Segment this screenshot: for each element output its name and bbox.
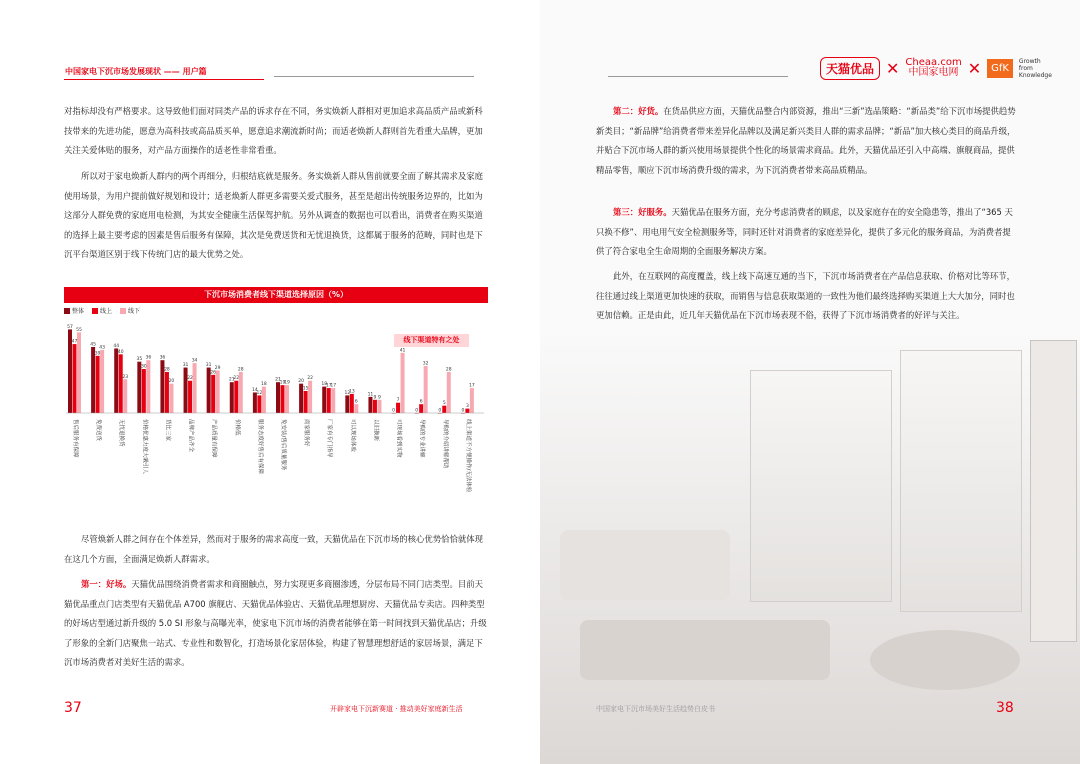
bar-整体-13 (368, 397, 372, 413)
category-label: 导购的专业讲解 (418, 419, 425, 458)
bar-value-label: 30 (140, 364, 147, 370)
bar-线上-2 (119, 354, 123, 413)
paragraph-6-body: 天猫优品在服务方面，充分考虑消费者的顾虑，以及家庭存在的安全隐患等，推出了“365 天只换不修”、用电用气安全检测服务等，同时还针对消费者的家庭差异化，提供了多元化的服务商品，为消费者提供了符合家电全生命周期的全面服务解决方案。 (596, 207, 1013, 256)
bar-value-label: 9 (373, 395, 377, 401)
bar-value-label: 12 (344, 390, 351, 396)
legend-swatch-total (64, 308, 70, 314)
bar-整体-1 (91, 347, 95, 413)
bar-value-label: 5 (442, 401, 446, 407)
bar-value-label: 28 (445, 367, 452, 373)
category-label: 导购的介绍讲解帮助 (441, 419, 448, 469)
footer-right: 中国家电下沉市场美好生活趋势白皮书 (596, 705, 715, 713)
bar-线上-4 (165, 372, 169, 413)
bar-value-label: 41 (399, 348, 406, 354)
bar-线上-14 (396, 403, 400, 413)
category-label: 价格优惠力度大吸引人 (141, 419, 148, 475)
bar-value-label: 36 (145, 355, 152, 361)
bar-线下-13 (377, 400, 381, 413)
header-rule-gray (274, 76, 474, 77)
bar-线下-11 (331, 388, 335, 413)
bar-value-label: 20 (168, 379, 175, 385)
bar-线上-7 (234, 381, 238, 413)
category-label: 以旧换新 (372, 419, 379, 442)
bar-线下-9 (285, 385, 289, 413)
bar-value-label: 19 (284, 380, 290, 386)
category-label: 货比三家 (164, 419, 171, 442)
bar-value-label: 19 (279, 380, 286, 386)
paragraph-3: 尽管焕新人群之间存在个体差异，然而对于服务的需求高度一致，天猫优品在下沉市场的核心优势恰恰就体现在这几个方面，全面满足焕新人群需求。 (64, 534, 483, 564)
bar-线下-3 (146, 360, 150, 413)
bar-线上-9 (281, 385, 285, 413)
chart-plot (64, 315, 488, 520)
bar-value-label: 9 (378, 395, 381, 401)
bar-线上-10 (304, 391, 308, 413)
tv-cabinet (580, 620, 830, 680)
bar-线下-16 (447, 372, 451, 413)
bar-线下-8 (262, 387, 266, 413)
bar-value-label: 39 (94, 351, 101, 357)
bar-value-label: 6 (354, 399, 358, 405)
cheaa-logo: Cheaa.com 中国家电网 (905, 57, 962, 78)
bar-整体-12 (345, 395, 349, 413)
room-photo (540, 330, 1080, 764)
chart-legend (64, 306, 140, 315)
bar-value-label: 28 (237, 367, 244, 373)
bar-线下-0 (77, 332, 81, 413)
bar-value-label: 0 (415, 408, 419, 414)
bar-线上-0 (73, 344, 77, 413)
category-label: 商家服务好 (303, 419, 310, 447)
category-label: 品牌产品齐全 (187, 419, 194, 453)
bar-value-label: 15 (302, 386, 309, 392)
bar-value-label: 6 (419, 399, 423, 405)
bar-value-label: 3 (465, 404, 469, 410)
bar-线下-6 (216, 370, 220, 413)
bar-value-label: 57 (67, 324, 73, 330)
gfk-tagline: Growth from Knowledge (1018, 57, 1052, 79)
bar-value-label: 28 (164, 367, 170, 373)
bar-value-label: 20 (298, 379, 304, 385)
header-rule-red (64, 79, 264, 80)
bar-线上-12 (350, 394, 354, 413)
paragraph-4 (64, 575, 488, 673)
category-label: 服务态度好售后有保障 (256, 419, 263, 475)
category-label: 可以现场体验 (349, 419, 356, 453)
bar-value-label: 0 (392, 408, 395, 414)
bar-value-label: 22 (233, 376, 240, 382)
coffee-table (870, 630, 1020, 690)
category-label: 厂家有专门指导 (326, 419, 333, 458)
bar-value-label: 17 (469, 383, 475, 389)
header-rule-gray (608, 76, 788, 77)
bar-线下-14 (401, 353, 405, 413)
category-label: 免安装/售后质量服务 (280, 419, 286, 471)
cross-icon: ✕ (967, 58, 982, 78)
bar-value-label: 18 (321, 382, 328, 388)
bar-线下-17 (470, 388, 474, 413)
bar-value-label: 45 (90, 342, 96, 348)
gfk-logo: GfK (987, 59, 1013, 78)
paragraph-5 (596, 102, 1016, 180)
bar-整体-5 (184, 368, 188, 413)
paragraph-6-lead: 第三：好服务。 (613, 207, 672, 217)
bar-value-label: 21 (228, 377, 235, 383)
paragraph-1: 对指标却没有严格要求。这导致他们面对同类产品的诉求存在不同，务实焕新人群相对更加追求高品质产品或新科技带来的先进功能，愿意为高科技或高品质买单，愿意追求潮流新时尚；而适老焕新人群则首先看重大品牌，更加关注关爱体贴的服务，对产品方面操作的适老性非常看重。 (64, 106, 483, 155)
bar-value-label: 29 (214, 365, 221, 371)
bar-整体-9 (276, 382, 280, 413)
category-label: 售后服务有保障 (72, 419, 78, 458)
bar-value-label: 23 (122, 374, 129, 380)
bar-value-label: 14 (252, 387, 258, 393)
bar-线上-1 (96, 356, 100, 413)
footer-left: 开辟家电下沉新赛道 · 推动美好家庭新生活 (330, 705, 463, 713)
bar-value-label: 34 (191, 358, 198, 364)
bar-value-label: 17 (325, 383, 332, 389)
bar-value-label: 40 (117, 349, 124, 355)
paragraph-5-body: 在货品供应方面，天猫优品整合内部资源，推出“三新”选品策略：“新品类”给下沉市场提供趋势新类目；“新品牌”给消费者带来差异化品牌以及满足新兴类目人群的需求品牌；“新品”加大核心类目的商品升级，并贴合下沉市场人群的新兴使用场景提供个性化的场景需求商品。此外，天猫优品还引入中高端、旗舰商品，提供精品零售，顺应下沉市场消费升级的需求，为下沉消费者带来高品质精品。 (596, 106, 1016, 175)
category-label: 线上渠道不方便操作/无法体验 (464, 419, 471, 493)
bar-value-label: 0 (461, 408, 465, 414)
category-label: 产品质量有保障 (210, 419, 217, 458)
sofa (560, 530, 730, 600)
bar-整体-2 (114, 348, 118, 413)
bar-线上-17 (465, 409, 469, 413)
category-label: 免费送货 (95, 419, 102, 442)
page-number-right: 38 (996, 700, 1014, 716)
legend-swatch-offline (120, 308, 126, 314)
bar-value-label: 0 (438, 408, 442, 414)
bar-线下-4 (169, 384, 173, 413)
right-page (540, 0, 1080, 764)
bar-线上-13 (373, 400, 377, 413)
chart-title: 下沉市场消费者线下渠道选择原因（%） (64, 287, 488, 303)
bar-整体-11 (322, 387, 326, 413)
bar-value-label: 32 (422, 361, 429, 367)
bar-整体-7 (230, 382, 234, 413)
bar-value-label: 55 (76, 327, 82, 333)
paragraph-7: 此外，在互联网的高度覆盖，线上线下高速互通的当下，下沉市场消费者在产品信息获取、价格对比等环节，往往通过线上渠道更加快速的获取，而销售与信息获取渠道的一致性为他们最终选择购买渠道上大大加分，同时也更加信赖。正是由此，近几年天猫优品在下沉市场表现不俗，获得了下沉市场消费者的好评与关注。 (596, 271, 1015, 320)
bar-线上-6 (211, 375, 215, 413)
bar-value-label: 7 (396, 398, 400, 404)
bar-value-label: 22 (307, 376, 313, 382)
bar-value-label: 26 (210, 370, 217, 376)
paragraph-5-lead: 第二：好货。 (613, 106, 664, 116)
bar-线上-11 (327, 388, 331, 413)
bar-线上-5 (188, 381, 192, 413)
bar-value-label: 47 (71, 339, 78, 345)
bar-线下-5 (193, 363, 197, 413)
bar-线下-15 (424, 366, 428, 413)
chart-note: 线下渠道特有之处 (394, 334, 469, 347)
paragraph-4-body: 天猫优品围绕消费者需求和商圈触点，努力实现更多商圈渗透，分层布局不同门店类型。目前天猫优品重点门店类型有天猫优品 A700 旗舰店、天猫优品体验店、天猫优品理想厨房、天猫优品专卖店。四种类型的好场店型通过新升级的 5.0 SI 形象与高曝光率，使家电下沉市场的消费者能够在第一时间找到天猫优品店；升级了形象的全新门店聚焦一站式、专业性和数智化，打造场景化家居体验，构建了智慧理想舒适的家居场景，满足下沉市场消费者对美好生活的需求。 (64, 579, 487, 667)
cross-icon: ✕ (886, 58, 900, 78)
bar-线下-7 (239, 372, 243, 413)
window (900, 350, 1022, 612)
bar-value-label: 12 (256, 390, 263, 396)
paragraph-2: 所以对于家电焕新人群内的两个再细分，归根结底就是服务。务实焕新人群从售前就要全面了解其需求及家庭使用场景，为用户提前做好规划和设计；适老焕新人群更多需要关爱式服务，甚至是超出传统服务边界的，比如为这部分人群免费的家庭用电检测，为其安全健康生活保驾护航。另外从调查的数据也可以看出，消费者在购买渠道的选择上最主要考虑的因素是售后服务有保障，其次是免费送货和无忧退换货，这都属于服务的范畴，同时也是下沉平台渠道区别于线下传统门店的最大优势之处。 (64, 171, 483, 259)
bar-线上-15 (419, 404, 423, 413)
bar-value-label: 13 (348, 389, 355, 395)
bar-chart (64, 287, 488, 520)
category-label: 价格低 (233, 419, 240, 436)
category-label: 可现场看到实物 (395, 419, 402, 458)
bar-value-label: 44 (113, 343, 120, 349)
bar-线下-12 (354, 404, 358, 413)
bar-value-label: 36 (159, 355, 166, 361)
legend-item-online: 线上 (92, 306, 112, 315)
logo-bar (820, 55, 1053, 81)
shelf (1030, 340, 1077, 642)
page-number-left: 37 (64, 700, 82, 716)
bar-线上-16 (442, 406, 446, 413)
bar-线下-1 (100, 350, 104, 413)
legend-swatch-online (92, 308, 98, 314)
bar-value-label: 43 (99, 345, 105, 351)
bar-value-label: 35 (136, 357, 143, 363)
window (750, 370, 892, 602)
bar-线上-3 (142, 369, 146, 413)
paragraph-6 (596, 203, 1016, 262)
header-title: 中国家电下沉市场发展现状 —— 用户篇 (65, 67, 207, 76)
tmall-logo: 天猫优品 (820, 57, 880, 80)
legend-item-offline: 线下 (120, 306, 140, 315)
bar-value-label: 11 (367, 392, 374, 398)
bar-value-label: 31 (205, 363, 212, 369)
bar-value-label: 18 (261, 382, 267, 388)
paragraph-4-lead: 第一：好场。 (81, 579, 132, 589)
bar-线上-8 (257, 395, 261, 413)
bar-value-label: 17 (330, 383, 337, 389)
category-label: 无忧退换货 (118, 419, 125, 447)
bar-value-label: 22 (187, 376, 193, 382)
bar-线下-2 (123, 379, 127, 413)
legend-item-total: 整体 (64, 306, 84, 315)
bar-value-label: 21 (275, 377, 281, 383)
bar-value-label: 31 (182, 363, 189, 369)
bar-线下-10 (308, 381, 312, 413)
